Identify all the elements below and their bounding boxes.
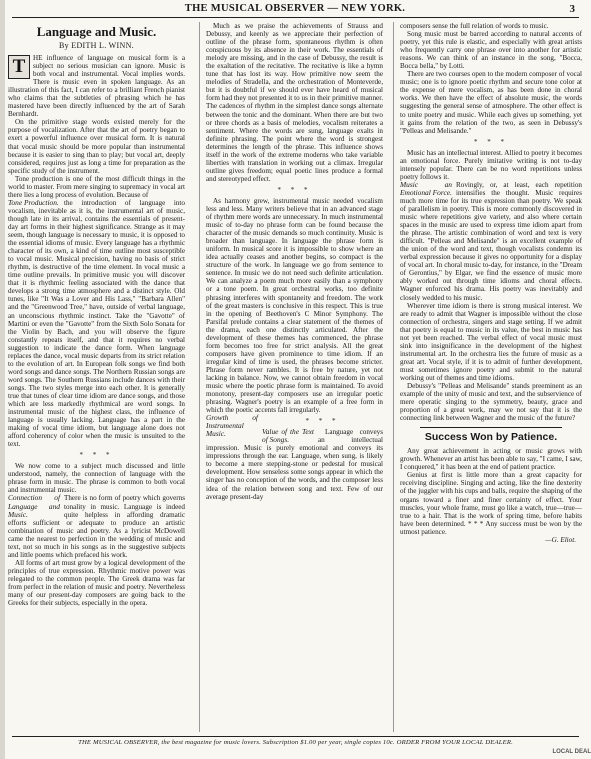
sidehead-growth: Growth of Instrumental Music. (206, 413, 258, 439)
column-2 (206, 22, 383, 732)
column-divider (199, 22, 200, 732)
sidehead-connection: Connection of Language and Music. (8, 493, 60, 519)
section-break-stars: * * * (277, 185, 312, 194)
section-break-stars: * * * (79, 451, 114, 460)
column-divider (393, 22, 394, 732)
paragraph: Debussy's "Pelleas and Melisande" stands preeminent as an example of the unity of music and text, and the subservience of mere operatic singing to the symmetry, beauty, grace and proportion of a great work, may we not say that it is the connecting link between Wagner and the music of the future? (400, 382, 582, 423)
dropcap-initial (8, 55, 30, 79)
page-edge-shadow (0, 0, 5, 759)
running-title: THE MUSICAL OBSERVER — NEW YORK. (184, 3, 406, 14)
paragraph: As harmony grew, instrumental music needed vocalism less and less. Many writers believe that in an advanced stage of rhythm mere words are unnecessary. In much instrumental music of to-day no phrase form can be found because the character of the music demands so much continuity. Music is broader than language. In language the phrase form is uniform. In musical score it is impossible to show where an idea actually ceases and another begins, so compact is the structure of the work. In language we go from sentence to sentence. In music we do not need such definite articulation. We can analyze a poem much more easily than a symphony or a tone poem. In great orchestral works, too definite phrasing interferes with spontaneity and freedom. The work of the great masters is conclusive in this respect. This is true in the opening of Beethoven's C Minor Symphony. The Parsifal prelude contains a clear statement of the themes of the drama, each one distinctly articulated. After the development of these themes has commenced, the phrase form becomes too free for strict analysis. All the great composers have given prominence to time idiom. If an irregular kind of time is used, the phrases become stricter. Phrase form never rambles. It is free by nature, yet not lacking in balance. Now, we cannot obtain freedom in vocal music where the poetic phrase form is maintained. To avoid monotony, present-day composers use an irregular poetic phrasing. Wagner's poetry is an example of a free form in which the poetic accents fall irregularly. (206, 196, 383, 415)
page-number: 3 (569, 3, 575, 15)
paragraph: the introduction of language into vocalism, inevitable as it is, the instrumental art of music, though late in its arrival, contains the essentials of present-day art forms in their highest significance. Strange as it may seem, though language is necessary to music, it is opposed to the essential idioms of music. Every language has a rhythmic character of its own, a kind of time outline most susceptible to vocal music. Musical precision, having no basis of strict rhythm, is destructive of the time element. In vocal music a time outline prevails. In primitive music you will discover that it is rhythmic feeling associated with the dance that develops a strong time atmosphere and a distinct style. Old tunes, like "It Was a Lover and His Lass," "Barbara Allen" and the "Greenwood Tree," have, outside of verbal language, an unconscious rhythmic instinct. Take the "Gavotte" of Martini or even the "Gavotte" from the Sixth Solo Sonata for the Violin by Bach, and you will observe the figure constantly repeats itself, and that it requires no verbal suggestion to indicate the dance form. When language replaces the dance, vocal music departs from its strict relation to the evolution of art. In European folk songs we find both word songs and dance songs. The Northern Russian songs are word songs. The Southern Russians include dances with their songs. The two styles merge into each other. It is generally true that tunes of clear time idiom are dance songs, and those which are less markedly rhythmical are word songs. In instrumental music of the highest class, the influence of language is usually lacking. Language has a part in the making of vocal time idiom, but language alone does not afford coherency of color when the music is unsuited to the text. (8, 198, 185, 449)
paragraph: Wherever time idiom is there is strong musical interest. We are ready to admit that Wagner is impossible without the close connection of orchestra, singers and stage setting. If we admit that poetry is equal to music in its value, the best in music has not yet been reached. The verbal effect of vocal music must sink into insignificance in the development of the highest instrumental art. In the orchestra lies the future of music as a great art. Vocal style, if it is to admit of further development, must sometimes ignore poetry and submit to the natural working out of themes and time idioms. (400, 301, 582, 382)
article-title: Language and Music. (36, 24, 157, 39)
section-rule (420, 427, 562, 428)
sidehead-tone-production: Tone Production. (8, 197, 59, 207)
paragraph: There is no form of poetry which governs tonality in music. Language is indeed quite helpless in affording dramatic efforts sufficient or adequate to produce an artistic combination of music and poetry. As a lyricist McDowell came the nearest to perfection in the wedding of music and text, not so much in his songs as in the suggestive subjects and little poems which prefaced his work. (8, 494, 185, 559)
column-3 (400, 22, 582, 732)
paragraph: Music has an intellectual interest. Allied to poetry it becomes an emotional force. Purely imitative writing is not to-day intensely popular. There can be no word repetitions unless poetry follows it. (400, 148, 582, 181)
success-title: Success Won by Patience. (424, 431, 558, 444)
paragraph: There are two courses open to the modern composer of vocal music; one is to ignore poetic rhythm and secure tone color at the expense of mere vocalism, as has been done in choral works. We then have the effect of absolute music, the words suggesting the general sense of atmosphere. The other effect is to unite poetry and music. While each gives up something, yet it gains from the relation of the two, as seen in Debussy's "Pelleas and Melisande." (400, 70, 582, 135)
footer-advert: THE MUSICAL OBSERVER, the best magazine for music lovers. Subscription $1.00 per year, single copies 10c. ORDER FROM YOUR LOCAL DEALER. (78, 739, 513, 746)
article-byline: By EDITH L. WINN. (59, 41, 134, 50)
section-break-stars: * * * (474, 137, 508, 146)
paragraph: Language conveys an intellectual impression. Music is purely emotional and conveys its impressions through the ear. Language, when sung, is likely to become a mere stepping-stone or pedestal for musical development. How senseless some songs appear in which the singer has no conception of the words, and the composer less idea of the relation between song and text. Few of our average present-day (206, 428, 383, 501)
paragraph: All forms of art must grow by a logical development of the principles of true expression. Rhythmic motive power was relegated to the common people. The Greek drama was far from perfect in the relation of music and poetry. Nevertheless many of our present-day composers are going back to the Greeks for their subjects, especially in the opera. (8, 558, 185, 608)
signature: —G. Eliot. (545, 535, 576, 544)
paragraph: HE influence of language on musical form is a subject no serious musician can ignore. Music is both vocal and instrumental. Vocal implies words. There is music even in spoken language. As an illustration of this fact, I can refer to a brilliant French pianist who claims that the subtleties of phrasing which he has mastered have been directly influenced by the art of Sarah Bernhardt. (8, 54, 185, 119)
paragraph: We now come to a subject much discussed and little understood, namely, the connection of language with the phrase form in music. The phrase is common to both vocal and instrumental music. (8, 462, 185, 495)
edge-text: LOCAL DEAL (552, 749, 591, 755)
paragraph: Genius at first is little more than a great capacity for receiving discipline. Singing and acting, like the fine dexterity of the juggler with his cups and balls, require the shaping of the organs toward a finer and finer certainty of effect. Your muscles, your whole frame, must go like a watch, true—true—true to a hair. That is the work of spring time, before habits have been determined. * * * Any success must be won by the utmost patience. (400, 471, 582, 536)
paragraph: composers sense the full relation of words to music. (400, 22, 549, 30)
footer-rule (12, 736, 579, 737)
paragraph: Tone production is one of the most difficult things in the world to master. From mere singing to supremacy in vocal art there lies a long process of evolution. Because of (8, 174, 185, 199)
dropcap-letter: T (12, 56, 26, 77)
paragraph: On the primitive stage words existed merely for the purpose of vocalization. After that the art of poetry began to exert a powerful influence over musical form. It is natural that vocal music should be more popular than instrumental because it is easier to sing than to play; but vocal art, deeply considered, requires just as long a time for preparation as the specific study of the instrument. (8, 118, 185, 175)
paragraph: Rovingly, or, at least, each repetition intensifies the thought. Music requires much more time for its true expression than poetry. We speak of parallelism in poetry. This is more commonly discovered in music where repetitions give variety, and also where certain spaces in the music are used to express time idiom apart from the phrase. The artistic combination of word and text is very difficult. "Pelleas and Melisande" is an excellent example of the union of the word and text, though vocalists condemn its verbal expression because it gives no opportunity for a display of vocal art. In choral music to-day, for instance, in the "Dream of Gerontius," by Elgar, we find the essence of music more ably worked out through time idioms and choral effects. Wagner enforced his drama. His poetry was inevitably and closely wedded to his music. (400, 180, 582, 302)
paragraph: Song music must be barred according to natural accents of poetry, yet this rule is elastic, and especially with great artists who frequently carry one phrase over into another for artistic reasons. We can think of an instance in the song, "Bocca, Bocca bella," by Lotti. (400, 30, 582, 71)
column-1 (8, 22, 185, 732)
paragraph: Any great achievement in acting or music grows with growth. Whenever an artist has been able to say, "I came, I saw, I conquered," it has been at the end of patient practice. (400, 447, 582, 472)
sidehead-emotional-force: Music an Emotional Force. (400, 179, 452, 197)
header-rule (12, 17, 579, 18)
paragraph: Much as we praise the achievements of Strauss and Debussy, and keenly as we appreciate their perfection of outline of the phrase form, spontaneous rhythm is often conspicuous by its absence in their work. The essentials of melody are missing, and in the case of Debussy, the result is the exaltation of the recitative. The recitative is like a hymn tune that has lost its way. How primitive now seem the melodies of Stradella, and the orchestration of Monteverde, but it is doubtful if we should ever have heard of musical form had they not presented it to us in their primitive manner. The cadences of rhythm in the simplest dance songs alternate between the tonic and the dominant. When there are but two or three chords as a basis of melodies, vocalism reiterates a sentiment. Where the words are sung, language exalts in definite phrasing. The point where the word is strongest determines the length of the phrase. This influence shows itself in the work of the extreme moderns who take variable liberties with translation in working out a climax. Irregular outline gives freedom; equal poetic lines produce a formal and stereotyped effect. (206, 22, 383, 183)
sidehead-value-of-text: Value of the Text of Songs. (262, 427, 314, 445)
section-break-stars: * * * (305, 417, 340, 426)
